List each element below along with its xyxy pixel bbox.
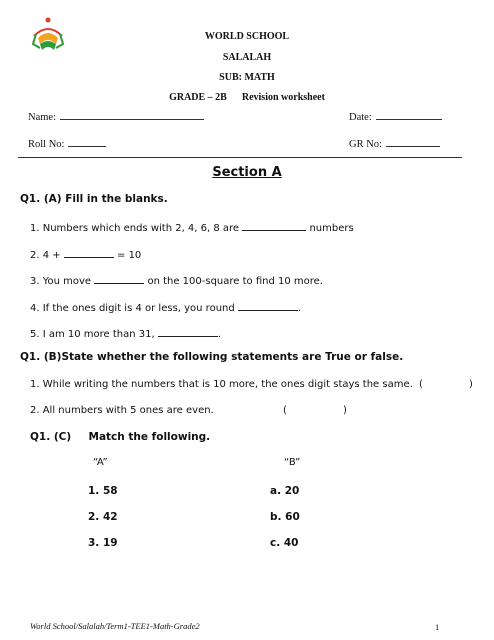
- q1b-item-2: [30, 405, 214, 416]
- section-title: Section A: [212, 165, 282, 180]
- q1b-item-1-close: ): [469, 379, 473, 390]
- grade-line: [0, 92, 494, 103]
- roll-label: Roll No:: [28, 139, 65, 150]
- q1a-item-1-blank[interactable]: [242, 221, 306, 231]
- q1b-heading: Q1. (B)State whether the following statements are True or false.: [20, 351, 404, 363]
- header-divider: [18, 157, 462, 158]
- gr-field[interactable]: [349, 137, 440, 150]
- gr-blank[interactable]: [386, 137, 440, 147]
- q1a-item-4-text: 4. If the ones digit is 4 or less, you round: [30, 303, 235, 314]
- name-label: Name:: [28, 112, 56, 123]
- subject-line: SUB: MATH: [219, 72, 275, 83]
- footer-text: World School/Salalah/Term1-TEE1-Math-Grade2: [30, 621, 200, 631]
- q1a-item-2-suffix: = 10: [117, 250, 142, 261]
- col-a-header: “A”: [93, 457, 108, 468]
- q1c-heading-row: [30, 431, 210, 443]
- q1a-item-4: [30, 301, 301, 314]
- q1b-item-2-answer[interactable]: [292, 405, 340, 418]
- col-a-item-1[interactable]: 1. 58: [88, 485, 118, 497]
- q1a-item-3-suffix: on the 100-square to find 10 more.: [147, 276, 323, 287]
- school-name: WORLD SCHOOL: [204, 31, 290, 42]
- q1a-item-1-suffix: numbers: [309, 223, 354, 234]
- q1b-item-2-close: ): [343, 405, 347, 416]
- school-city: SALALAH: [222, 52, 272, 63]
- q1a-item-5-blank[interactable]: [158, 327, 218, 337]
- col-a-item-2[interactable]: 2. 42: [88, 511, 118, 523]
- gr-label: GR No:: [349, 139, 382, 150]
- q1b-item-1-text: 1. While writing the numbers that is 10 more, the ones digit stays the same.: [30, 379, 413, 390]
- q1b-item-2-text: 2. All numbers with 5 ones are even.: [30, 405, 214, 416]
- q1a-item-5: [30, 327, 221, 340]
- q1a-heading: Q1. (A) Fill in the blanks.: [20, 193, 168, 205]
- worksheet-label: Revision worksheet: [241, 92, 325, 103]
- col-a-item-3[interactable]: 3. 19: [88, 537, 118, 549]
- q1a-item-3-text: 3. You move: [30, 276, 92, 287]
- q1a-item-5-text: 5. I am 10 more than 31,: [30, 329, 155, 340]
- q1b-item-1-answer[interactable]: [426, 379, 466, 392]
- q1a-item-1-text: 1. Numbers which ends with 2, 4, 6, 8 are: [30, 223, 240, 234]
- grade-label: GRADE – 2B: [169, 92, 227, 103]
- date-label: Date:: [349, 112, 372, 123]
- page-number: 1: [435, 622, 440, 632]
- name-field[interactable]: [28, 110, 204, 123]
- q1a-item-4-blank[interactable]: [238, 301, 298, 311]
- col-b-item-3[interactable]: c. 40: [270, 537, 299, 549]
- name-blank[interactable]: [60, 110, 204, 120]
- section-title-wrap: [0, 163, 494, 181]
- q1a-item-5-suffix: .: [217, 329, 222, 340]
- col-b-header: “B”: [284, 457, 301, 468]
- col-b-item-1[interactable]: a. 20: [270, 485, 300, 497]
- roll-field[interactable]: [28, 137, 106, 150]
- q1a-item-3-blank[interactable]: [94, 274, 144, 284]
- date-blank[interactable]: [376, 110, 442, 120]
- q1a-item-3: [30, 274, 323, 287]
- date-field[interactable]: [349, 110, 442, 123]
- q1b-item-1: [30, 379, 413, 390]
- q1a-item-2: [30, 248, 141, 261]
- q1b-item-2-open: (: [283, 405, 287, 416]
- q1c-heading-prefix: Q1. (C): [30, 431, 72, 443]
- col-b-item-2[interactable]: b. 60: [270, 511, 300, 523]
- q1c-heading: Match the following.: [88, 431, 211, 443]
- q1a-item-4-suffix: .: [297, 303, 302, 314]
- roll-blank[interactable]: [68, 137, 106, 147]
- q1b-item-1-open: (: [419, 379, 423, 390]
- q1a-item-1: [30, 221, 354, 234]
- q1a-item-2-blank[interactable]: [64, 248, 114, 258]
- q1a-item-2-text: 2. 4 +: [30, 250, 61, 261]
